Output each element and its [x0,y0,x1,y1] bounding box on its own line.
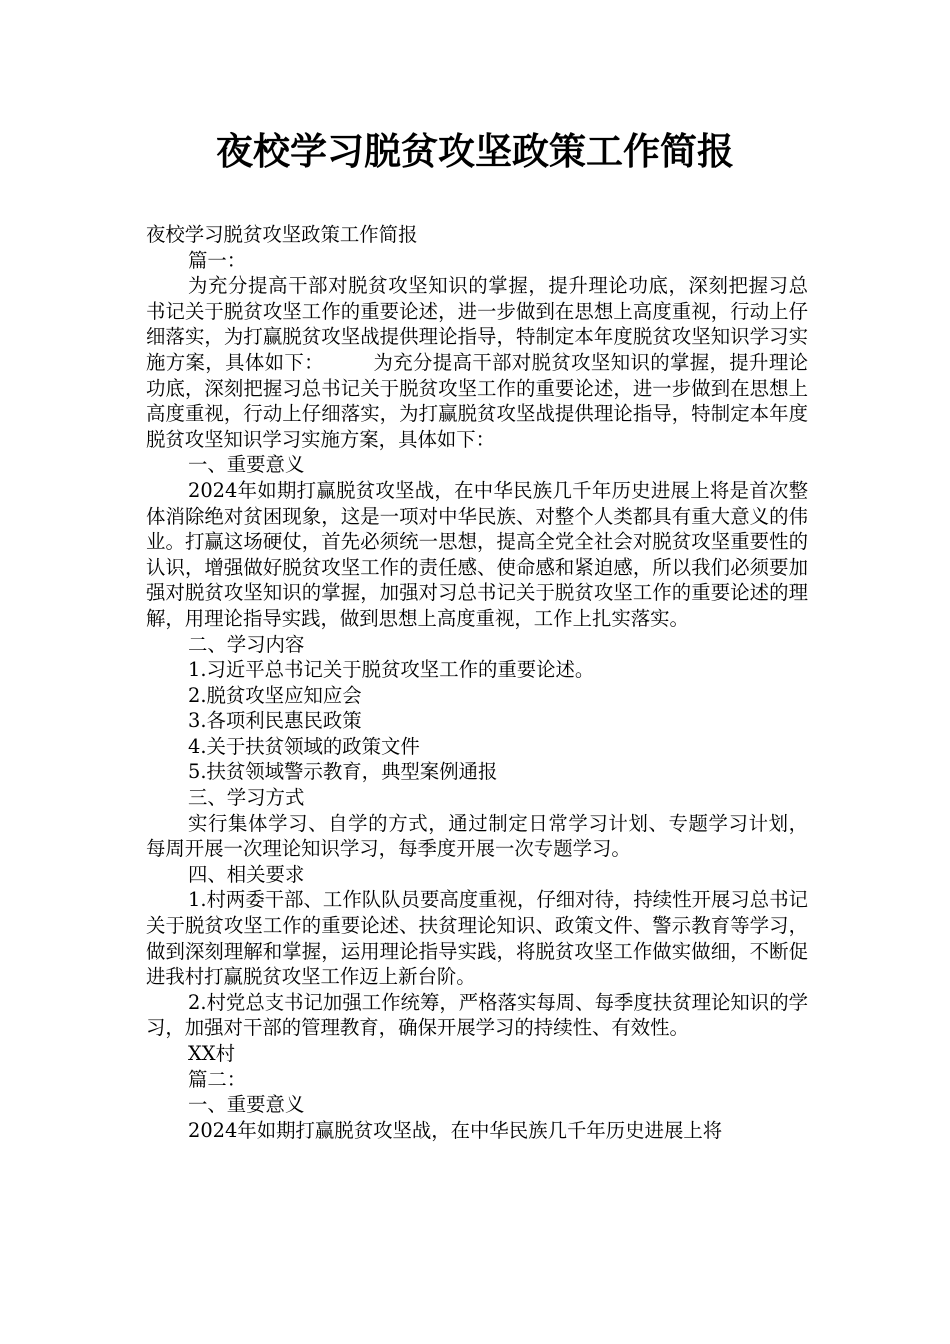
paragraph: 篇二： [188,1067,247,1091]
paragraph: XX村 [188,1042,235,1065]
paragraph: 2024年如期打赢脱贫攻坚战，在中华民族几千年历史进展上将是首次整体消除绝对贫困现象，这是一项对中华民族、对整个人类都具有重大意义的伟业。打赢这场硬仗，首先必须统一思想，提高全党全社会对脱贫攻坚重要性的认识，增强做好脱贫攻坚工作的责任感、使命感和紧迫感，所以我们必须要加强对脱贫攻坚知识的掌握，加强对习总书记关于脱贫攻坚工作的重要论述的理解，用理论指导实践，做到思想上高度重视，工作上扎实落实。 [146,478,808,630]
paragraph: 3.各项利民惠民政策 [188,709,362,733]
paragraph: 为充分提高干部对脱贫攻坚知识的掌握，提升理论功底，深刻把握习总书记关于脱贫攻坚工作的重要论述，进一步做到在思想上高度重视，行动上仔细落实，为打赢脱贫攻坚战提供理论指导，特制定本年度脱贫攻坚知识学习实施方案，具体如下： 为充分提高干部对脱贫攻坚知识的掌握，提升理论功底，深刻把握习总书记关于脱贫攻坚工作的重要论述，进一步做到在思想上高度重视，行动上仔细落实，为打赢脱贫攻坚战提供理论指导，特制定本年度脱贫攻坚知识学习实施方案，具体如下： [146,274,808,451]
paragraph: 1.习近平总书记关于脱贫攻坚工作的重要论述。 [188,658,595,682]
document-body [146,222,808,1143]
paragraph: 实行集体学习、自学的方式，通过制定日常学习计划、专题学习计划，每周开展一次理论知识学习，每季度开展一次专题学习。 [146,811,808,861]
paragraph: 四、相关要求 [188,862,305,886]
paragraph: 篇一： [188,248,247,272]
paragraph: 1.村两委干部、工作队队员要高度重视，仔细对待，持续性开展习总书记关于脱贫攻坚工作的重要论述、扶贫理论知识、政策文件、警示教育等学习，做到深刻理解和掌握，运用理论指导实践，将脱贫攻坚工作做实做细，不断促进我村打赢脱贫攻坚工作迈上新台阶。 [146,888,808,989]
paragraph: 5.扶贫领域警示教育，典型案例通报 [188,760,498,784]
paragraph: 一、重要意义 [188,1093,305,1117]
paragraph: 2024年如期打赢脱贫攻坚战，在中华民族几千年历史进展上将 [188,1118,723,1142]
paragraph: 三、学习方式 [188,786,305,810]
document-title: 夜校学习脱贫攻坚政策工作简报 [216,130,734,173]
paragraph: 4.关于扶贫领域的政策文件 [188,734,420,758]
paragraph: 2.村党总支书记加强工作统筹，严格落实每周、每季度扶贫理论知识的学习，加强对干部的管理教育，确保开展学习的持续性、有效性。 [146,990,808,1040]
paragraph: 二、学习内容 [188,632,305,656]
paragraph: 夜校学习脱贫攻坚政策工作简报 [146,223,418,246]
paragraph: 一、重要意义 [188,453,305,477]
paragraph: 2.脱贫攻坚应知应会 [188,683,362,707]
